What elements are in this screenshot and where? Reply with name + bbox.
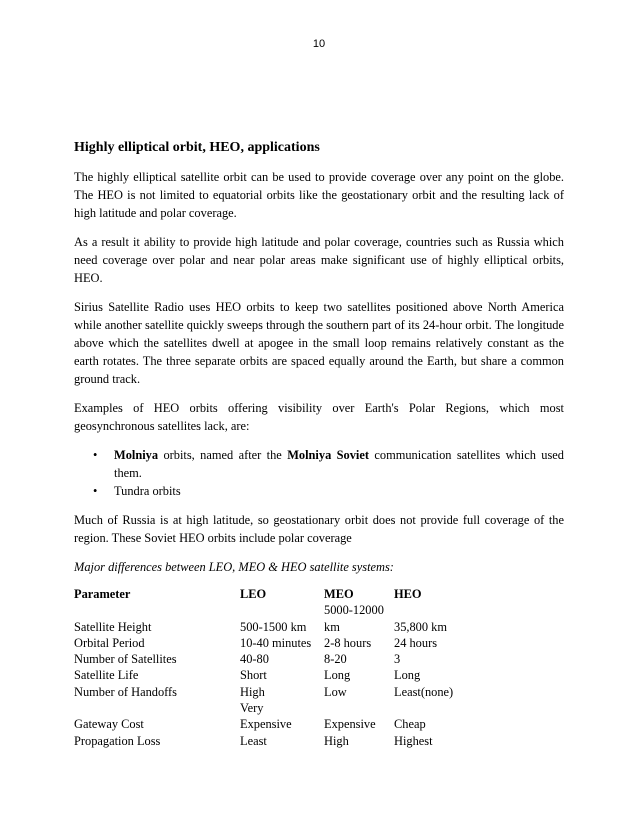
table-cell: 35,800 km (394, 619, 448, 634)
table-cell: Satellite Life (74, 668, 139, 683)
bullet-icon: • (93, 448, 98, 462)
table-cell: High (324, 733, 349, 748)
bold-term: Molniya Soviet (287, 448, 369, 462)
list-text: orbits, named after the (158, 448, 288, 462)
table-cell: 10-40 minutes (240, 635, 312, 650)
table-cell: Very Expensive (240, 701, 292, 732)
page-content (74, 139, 564, 749)
table-cell: Expensive (324, 717, 376, 732)
table-cell: 500-1500 km (240, 619, 307, 634)
bold-term: Molniya (114, 448, 159, 462)
table-cell: Number of Satellites (74, 652, 177, 667)
table-cell: 24 hours (394, 635, 438, 650)
table-header-cell: LEO (240, 587, 267, 601)
table-cell: 8-20 (324, 652, 347, 667)
table-cell: High (240, 684, 265, 699)
comparison-table (74, 586, 514, 749)
paragraph: As a result it ability to provide high latitude and polar coverage, countries such as Russia which need coverage over polar and near polar areas make significant use of highly elliptical orbits, HEO. (74, 235, 564, 285)
table-caption: Major differences between LEO, MEO & HEO satellite systems: (74, 560, 394, 574)
list-text: communication satellites which used them. (114, 448, 564, 480)
table-row (74, 700, 514, 733)
table-cell: 2-8 hours (324, 635, 372, 650)
table-cell: Gateway Cost (74, 717, 144, 732)
table-cell: Highest (394, 733, 433, 748)
table-cell: Low (324, 684, 347, 699)
table-header-row (74, 586, 514, 602)
table-header-cell: HEO (394, 587, 422, 601)
paragraph: Sirius Satellite Radio uses HEO orbits to keep two satellites positioned above North America while another satellite quickly sweeps through the southern part of its 24-hour orbit. The longitude above which the satellites dwell at apogee in the small loop remains relatively constant as the earth rotates. The three separate orbits are spaced equally around the Earth, but share a common ground track. (74, 300, 564, 386)
list-text: Tundra orbits (114, 484, 181, 498)
bullet-icon: • (93, 484, 98, 498)
section-heading: Highly elliptical orbit, HEO, applications (74, 140, 320, 155)
table-cell: 3 (394, 652, 401, 667)
table-header-cell: Parameter (74, 587, 131, 601)
table-row (74, 667, 514, 683)
table-cell: 40-80 (240, 652, 269, 667)
table-cell: Number of Handoffs (74, 684, 178, 699)
table-cell: Short (240, 668, 267, 683)
page-number: 10 (312, 38, 326, 50)
table-row (74, 602, 514, 635)
list-item (93, 482, 564, 500)
paragraph: Examples of HEO orbits offering visibility over Earth's Polar Regions, which most geosynchronous satellites lack, are: (74, 401, 564, 433)
table-cell: Long (324, 668, 351, 683)
table-row (74, 651, 514, 667)
table-header-cell: MEO (324, 587, 354, 601)
table-row (74, 684, 514, 700)
table-cell: 5000-12000 km (324, 603, 384, 634)
table-cell: Long (394, 668, 421, 683)
table-cell: Satellite Height (74, 619, 152, 634)
bullet-list (74, 446, 564, 500)
list-item (93, 446, 564, 482)
table-cell: Least (240, 733, 267, 748)
table-row (74, 733, 514, 749)
table-cell: Orbital Period (74, 635, 145, 650)
paragraph: The highly elliptical satellite orbit can be used to provide coverage over any point on the globe. The HEO is not limited to equatorial orbits like the geostationary orbit and the resulting lack of high latitude and polar coverage. (74, 170, 564, 220)
table-row (74, 635, 514, 651)
table-cell: Least(none) (394, 684, 454, 699)
table-cell: Propagation Loss (74, 733, 161, 748)
paragraph: Much of Russia is at high latitude, so geostationary orbit does not provide full coverage of the region. These Soviet HEO orbits include polar coverage (74, 513, 564, 545)
table-cell: Cheap (394, 717, 426, 732)
